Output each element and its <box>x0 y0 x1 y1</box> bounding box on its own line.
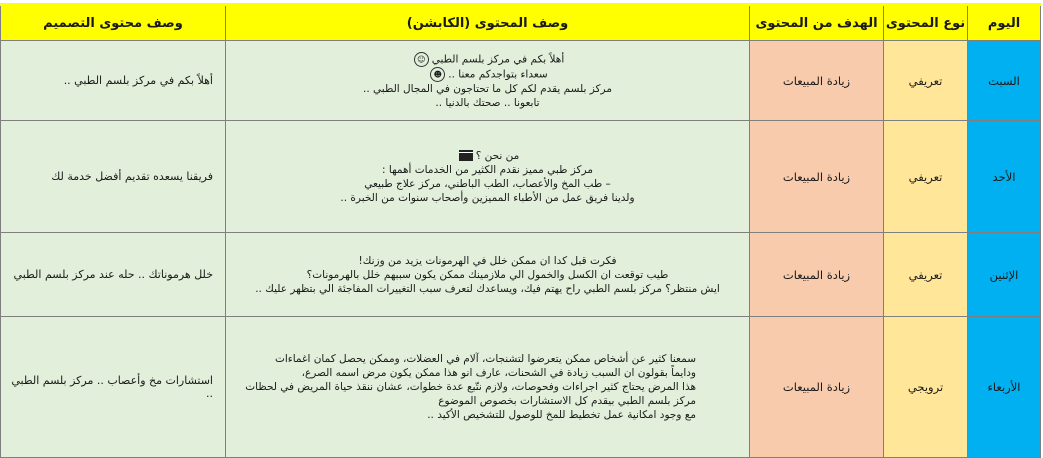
day-cell[interactable]: السبت <box>968 41 1041 121</box>
table-row <box>1 41 1041 121</box>
smile-emoji-icon: ☺ <box>414 52 429 67</box>
content-type-cell[interactable]: ترويجي <box>884 317 968 458</box>
caption-line <box>234 67 741 82</box>
table-row <box>1 121 1041 233</box>
caption-line: طيب توقعت ان الكسل والخمول الي ملازمينك ممكن يكون سببهم خلل بالهرمونات؟ <box>306 268 669 281</box>
header-day[interactable]: اليوم <box>968 5 1041 41</box>
caption-line: ودايماً بقولون ان السبب زيادة في الشحنات، عارف انو هذا ممكن يكون مرض اسمه الصرع، <box>301 367 696 379</box>
clapperboard-emoji-icon <box>459 150 473 161</box>
header-content-type[interactable]: نوع المحتوى <box>884 5 968 41</box>
day-cell[interactable]: الإثنين <box>968 233 1041 317</box>
goal-cell[interactable]: زيادة المبيعات <box>750 121 884 233</box>
heart-eyes-emoji-icon: ☻ <box>430 67 445 82</box>
caption-text: أهلاً بكم في مركز بلسم الطبي <box>431 53 565 65</box>
caption-line: تابعونا .. صحتك بالدنيا .. <box>435 96 540 109</box>
caption-cell[interactable] <box>226 317 750 458</box>
caption-text: سعداء بتواجدكم معنا .. <box>448 68 548 80</box>
goal-cell[interactable]: زيادة المبيعات <box>750 41 884 121</box>
caption-line: مع وجود امكانية عمل تخطيط للمخ للوصول للتشخيص الأكيد .. <box>427 409 696 421</box>
caption-line: سمعنا كثير عن أشخاص ممكن يتعرضوا لتشنجات، آلام في العضلات، وممكن يحصل كمان اغماءات <box>274 353 696 365</box>
caption-line: مركز طبي مميز نقدم الكثير من الخدمات أهمها : <box>382 163 593 176</box>
caption-cell[interactable] <box>226 233 750 317</box>
caption-line: هذا المرض يحتاج كثير اجراءات وفحوصات، ولازم نتّبع عدة خطوات، عشان ننقذ حياة المريض في لحظات <box>245 381 696 393</box>
content-type-cell[interactable]: تعريفي <box>884 121 968 233</box>
day-cell[interactable]: الأحد <box>968 121 1041 233</box>
day-cell[interactable]: الأربعاء <box>968 317 1041 458</box>
caption-cell[interactable] <box>226 121 750 233</box>
header-caption[interactable]: وصف المحتوى (الكابشن) <box>226 5 750 41</box>
caption-line: فكرت قبل كدا ان ممكن خلل في الهرمونات يزيد من وزنك! <box>358 254 617 267</box>
caption-line: ايش منتظر؟ مركز بلسم الطبي راح يهتم فيك، ويساعدك لتعرف سبب التغييرات المفاجئة الي بتظهر عليك .. <box>255 282 720 295</box>
caption-line: – طب المخ والأعصاب، الطب الباطني، مركز علاج طبيعي <box>364 177 611 190</box>
caption-text: من نحن ؟ <box>475 149 520 162</box>
header-goal[interactable]: الهدف من المحتوى <box>750 5 884 41</box>
design-cell[interactable]: أهلاً بكم في مركز بلسم الطبي .. <box>1 41 226 121</box>
caption-line: مركز بلسم يقدم لكم كل ما تحتاجون في المجال الطبي .. <box>363 82 612 95</box>
caption-cell[interactable] <box>226 41 750 121</box>
goal-cell[interactable]: زيادة المبيعات <box>750 317 884 458</box>
header-design[interactable]: وصف محتوى التصميم <box>1 5 226 41</box>
table-row <box>1 317 1041 458</box>
caption-line: مركز بلسم الطبي بيقدم كل الاستشارات بخصوص الموضوع <box>438 395 696 407</box>
design-cell[interactable]: فريقنا يسعده تقديم أفضل خدمة لك <box>1 121 226 233</box>
content-type-cell[interactable]: تعريفي <box>884 233 968 317</box>
header-row <box>1 5 1041 41</box>
caption-line <box>234 149 741 163</box>
content-plan-table <box>0 3 1041 458</box>
caption-line: ولدينا فريق عمل من الأطباء المميزين وأصحاب سنوات من الخبرة .. <box>340 191 635 204</box>
table-row <box>1 233 1041 317</box>
content-type-cell[interactable]: تعريفي <box>884 41 968 121</box>
goal-cell[interactable]: زيادة المبيعات <box>750 233 884 317</box>
caption-line <box>234 52 741 67</box>
design-cell[interactable]: خلل هرموناتك .. حله عند مركز بلسم الطبي <box>1 233 226 317</box>
design-cell[interactable]: استشارات مخ وأعصاب .. مركز بلسم الطبي .. <box>1 317 226 458</box>
